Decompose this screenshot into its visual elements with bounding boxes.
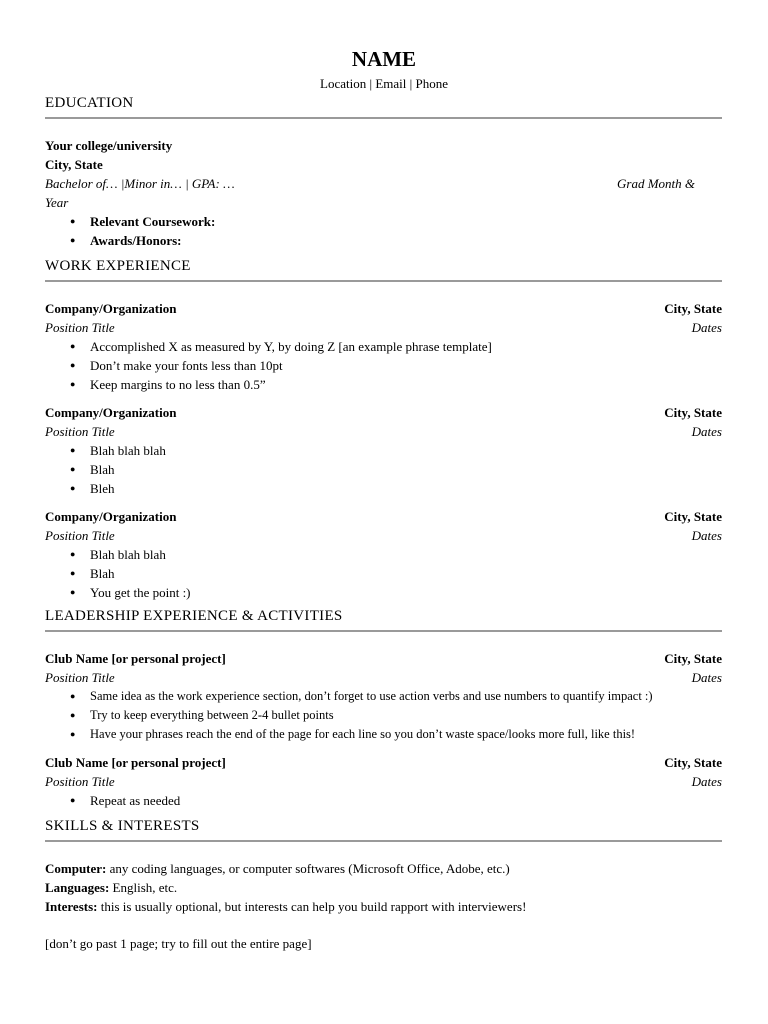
leadership-entry bbox=[45, 753, 722, 810]
position-title: Position Title bbox=[45, 774, 115, 789]
list-item: ● Have your phrases reach the end of the page for each line so you don’t waste space/looks more full, like this! bbox=[90, 725, 722, 744]
school-location: City, State bbox=[45, 157, 103, 172]
list-item: ● Same idea as the work experience section, don’t forget to use action verbs and use numbers to quantify impact :) bbox=[90, 687, 722, 706]
org-name: Company/Organization bbox=[45, 509, 177, 524]
skills-section bbox=[45, 816, 722, 953]
work-bullets bbox=[45, 545, 722, 602]
list-item: ● Try to keep everything between 2-4 bullet points bbox=[90, 706, 722, 725]
work-bullets bbox=[45, 441, 722, 498]
entry-subheader-row bbox=[45, 318, 722, 337]
skill-value: this is usually optional, but interests can help you build rapport with interviewers! bbox=[97, 899, 527, 914]
degree-text: Bachelor of… |Minor in… | GPA: … bbox=[45, 176, 235, 191]
entry-header-row bbox=[45, 753, 722, 772]
club-name: Club Name [or personal project] bbox=[45, 755, 226, 770]
skill-interests bbox=[45, 897, 722, 916]
list-item: ● Awards/Honors: bbox=[90, 231, 722, 250]
entry-subheader-row bbox=[45, 772, 722, 791]
entry-subheader-row bbox=[45, 422, 722, 441]
education-section bbox=[45, 93, 722, 250]
entry-subheader-row bbox=[45, 668, 722, 687]
work-entry bbox=[45, 507, 722, 602]
list-item: ● Bleh bbox=[90, 479, 722, 498]
skill-label: Interests: bbox=[45, 899, 98, 914]
club-name: Club Name [or personal project] bbox=[45, 651, 226, 666]
skill-computer bbox=[45, 859, 722, 878]
list-item: ● Repeat as needed bbox=[90, 791, 722, 810]
list-item: ● You get the point :) bbox=[90, 583, 722, 602]
contact-line: Location | Email | Phone bbox=[320, 76, 448, 91]
candidate-name: NAME bbox=[351, 47, 417, 71]
entry-subheader-row bbox=[45, 526, 722, 545]
page-note: [don’t go past 1 page; try to fill out the entire page] bbox=[45, 936, 312, 951]
position-dates: Dates bbox=[691, 424, 722, 439]
leadership-section bbox=[45, 606, 722, 819]
position-dates: Dates bbox=[691, 670, 722, 685]
list-item: ● Accomplished X as measured by Y, by doing Z [an example phrase template] bbox=[90, 337, 722, 356]
position-title: Position Title bbox=[45, 670, 115, 685]
education-bullets bbox=[45, 212, 722, 250]
position-title: Position Title bbox=[45, 424, 115, 439]
school-name: Your college/university bbox=[45, 138, 173, 153]
skill-value: English, etc. bbox=[109, 880, 178, 895]
grad-date: Grad Month & bbox=[617, 176, 695, 191]
position-dates: Dates bbox=[691, 320, 722, 335]
section-title-leadership: LEADERSHIP EXPERIENCE & ACTIVITIES bbox=[45, 606, 722, 632]
org-name: Company/Organization bbox=[45, 405, 177, 420]
skill-value: any coding languages, or computer softwares (Microsoft Office, Adobe, etc.) bbox=[106, 861, 510, 876]
list-item: ● Blah bbox=[90, 460, 722, 479]
work-entry bbox=[45, 299, 722, 394]
entry-header-row bbox=[45, 507, 722, 526]
grad-date-continued: Year bbox=[45, 195, 69, 210]
list-item: ● Blah blah blah bbox=[90, 441, 722, 460]
org-location: City, State bbox=[664, 509, 722, 524]
position-dates: Dates bbox=[691, 528, 722, 543]
list-item: ● Keep margins to no less than 0.5” bbox=[90, 375, 722, 394]
org-name: Company/Organization bbox=[45, 301, 177, 316]
section-title-skills: SKILLS & INTERESTS bbox=[45, 816, 722, 842]
club-location: City, State bbox=[664, 755, 722, 770]
position-title: Position Title bbox=[45, 320, 115, 335]
position-dates: Dates bbox=[691, 774, 722, 789]
entry-header-row bbox=[45, 403, 722, 422]
list-item: ● Blah bbox=[90, 564, 722, 583]
section-title-education: EDUCATION bbox=[45, 93, 722, 119]
org-location: City, State bbox=[664, 405, 722, 420]
list-item: ● Don’t make your fonts less than 10pt bbox=[90, 356, 722, 375]
work-section bbox=[45, 256, 722, 611]
work-entry bbox=[45, 403, 722, 498]
section-title-work: WORK EXPERIENCE bbox=[45, 256, 722, 282]
work-bullets bbox=[45, 337, 722, 394]
skill-label: Computer: bbox=[45, 861, 107, 876]
position-title: Position Title bbox=[45, 528, 115, 543]
club-location: City, State bbox=[664, 651, 722, 666]
entry-header-row bbox=[45, 299, 722, 318]
leadership-bullets bbox=[45, 687, 722, 744]
leadership-bullets bbox=[45, 791, 722, 810]
leadership-entry bbox=[45, 649, 722, 744]
degree-line bbox=[45, 174, 695, 193]
list-item: ● Blah blah blah bbox=[90, 545, 722, 564]
org-location: City, State bbox=[664, 301, 722, 316]
skill-languages bbox=[45, 878, 722, 897]
list-item: ● Relevant Coursework: bbox=[90, 212, 722, 231]
entry-header-row bbox=[45, 649, 722, 668]
skill-label: Languages: bbox=[45, 880, 110, 895]
resume-header bbox=[0, 46, 768, 93]
